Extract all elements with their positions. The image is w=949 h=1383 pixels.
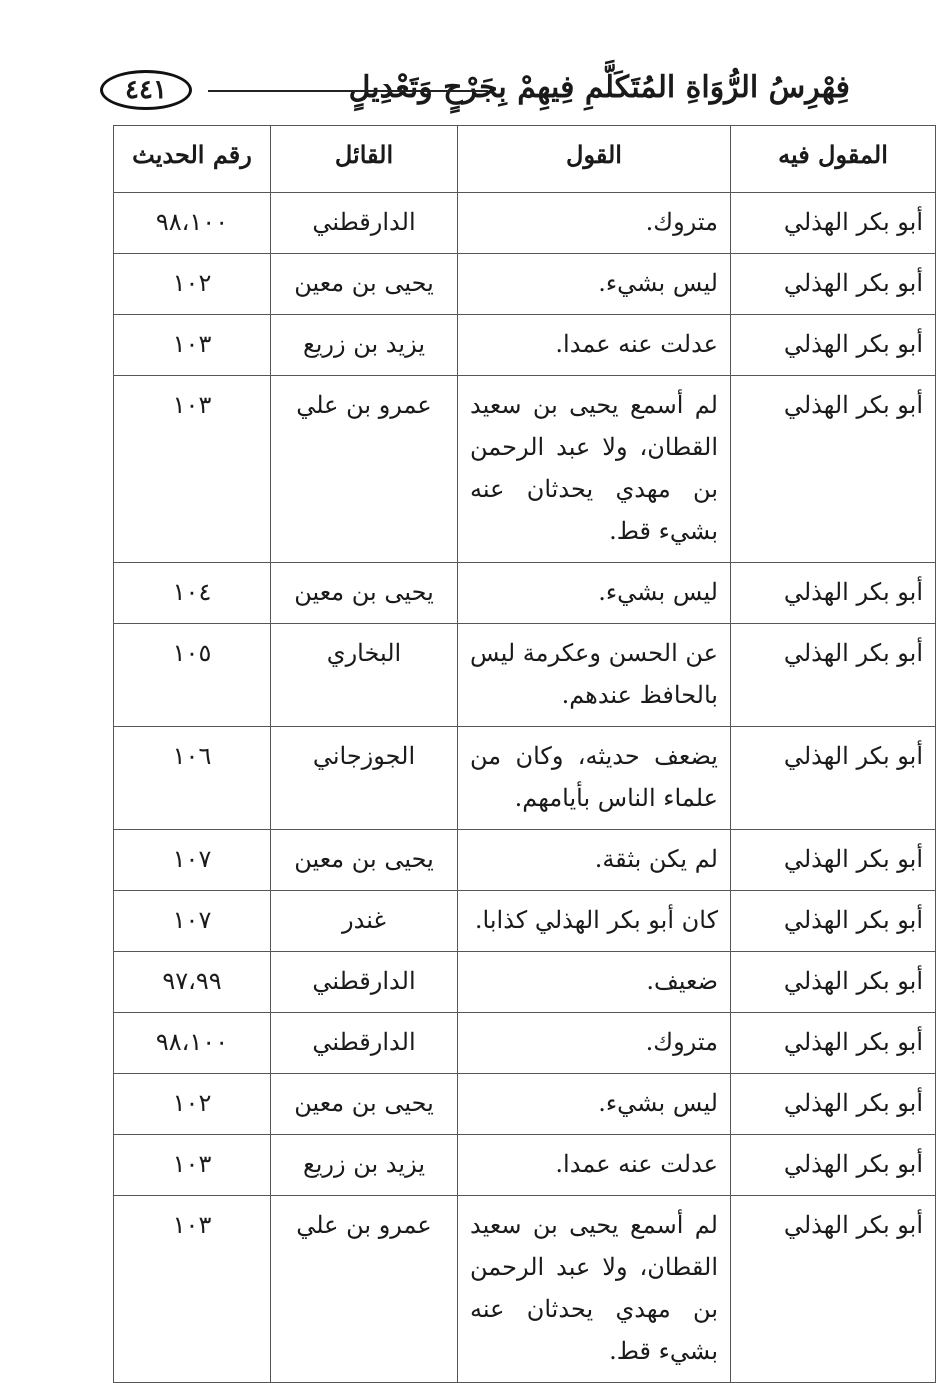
table-row bbox=[114, 563, 936, 624]
table-row bbox=[114, 1135, 936, 1196]
row-hadith-number: ١٠٣ bbox=[114, 376, 271, 563]
row-hadith-number: ١٠٧ bbox=[114, 830, 271, 891]
column-header-saying: القول bbox=[458, 126, 731, 193]
row-hadith-number: ١٠٢ bbox=[114, 254, 271, 315]
header-rule bbox=[208, 90, 488, 92]
row-saying: لم أسمع يحيى بن سعيد القطان، ولا عبد الرحمن بن مهدي يحدثان عنه بشيء قط. bbox=[458, 1196, 731, 1383]
row-saying: لم يكن بثقة. bbox=[458, 830, 731, 891]
row-sayer: يحيى بن معين bbox=[271, 254, 458, 315]
page-number: ٤٤١ bbox=[100, 70, 192, 110]
table-row bbox=[114, 1196, 936, 1383]
row-hadith-number: ١٠٤ bbox=[114, 563, 271, 624]
row-hadith-number: ١٠٣ bbox=[114, 315, 271, 376]
page-title: فِهْرِسُ الرُّوَاةِ المُتَكَلَّمِ فِيهِمْ بِجَرْحٍ وَتَعْدِيلٍ bbox=[348, 70, 850, 105]
table-row bbox=[114, 952, 936, 1013]
row-sayer: البخاري bbox=[271, 624, 458, 727]
row-hadith-number: ٩٧،٩٩ bbox=[114, 952, 271, 1013]
row-saying: ليس بشيء. bbox=[458, 254, 731, 315]
row-subject: أبو بكر الهذلي bbox=[731, 1013, 936, 1074]
row-saying: متروك. bbox=[458, 1013, 731, 1074]
row-subject: أبو بكر الهذلي bbox=[731, 1196, 936, 1383]
column-header-subject: المقول فيه bbox=[731, 126, 936, 193]
row-hadith-number: ١٠٣ bbox=[114, 1196, 271, 1383]
narrators-index-table bbox=[113, 125, 936, 1383]
row-saying: ليس بشيء. bbox=[458, 563, 731, 624]
row-sayer: يحيى بن معين bbox=[271, 1074, 458, 1135]
row-hadith-number: ١٠٣ bbox=[114, 1135, 271, 1196]
row-hadith-number: ٩٨،١٠٠ bbox=[114, 193, 271, 254]
table-row bbox=[114, 830, 936, 891]
column-header-hadith-number: رقم الحديث bbox=[114, 126, 271, 193]
row-subject: أبو بكر الهذلي bbox=[731, 1135, 936, 1196]
row-subject: أبو بكر الهذلي bbox=[731, 315, 936, 376]
table-row bbox=[114, 315, 936, 376]
row-saying: عدلت عنه عمدا. bbox=[458, 1135, 731, 1196]
row-subject: أبو بكر الهذلي bbox=[731, 624, 936, 727]
row-sayer: يحيى بن معين bbox=[271, 830, 458, 891]
row-hadith-number: ١٠٥ bbox=[114, 624, 271, 727]
row-sayer: عمرو بن علي bbox=[271, 376, 458, 563]
table-row bbox=[114, 1074, 936, 1135]
table-row bbox=[114, 891, 936, 952]
row-saying: يضعف حديثه، وكان من علماء الناس بأيامهم. bbox=[458, 727, 731, 830]
row-subject: أبو بكر الهذلي bbox=[731, 891, 936, 952]
row-subject: أبو بكر الهذلي bbox=[731, 952, 936, 1013]
row-sayer: غندر bbox=[271, 891, 458, 952]
table-row bbox=[114, 727, 936, 830]
table-row bbox=[114, 1013, 936, 1074]
row-hadith-number: ١٠٧ bbox=[114, 891, 271, 952]
row-sayer: يحيى بن معين bbox=[271, 563, 458, 624]
row-saying: عن الحسن وعكرمة ليس بالحافظ عندهم. bbox=[458, 624, 731, 727]
page-header bbox=[100, 60, 850, 120]
row-sayer: الدارقطني bbox=[271, 193, 458, 254]
table-row bbox=[114, 254, 936, 315]
row-sayer: يزيد بن زريع bbox=[271, 315, 458, 376]
column-header-sayer: القائل bbox=[271, 126, 458, 193]
row-subject: أبو بكر الهذلي bbox=[731, 830, 936, 891]
row-hadith-number: ١٠٢ bbox=[114, 1074, 271, 1135]
row-subject: أبو بكر الهذلي bbox=[731, 193, 936, 254]
table-row bbox=[114, 624, 936, 727]
row-saying: لم أسمع يحيى بن سعيد القطان، ولا عبد الرحمن بن مهدي يحدثان عنه بشيء قط. bbox=[458, 376, 731, 563]
table-row bbox=[114, 376, 936, 563]
row-saying: كان أبو بكر الهذلي كذابا. bbox=[458, 891, 731, 952]
row-sayer: عمرو بن علي bbox=[271, 1196, 458, 1383]
row-subject: أبو بكر الهذلي bbox=[731, 254, 936, 315]
row-sayer: يزيد بن زريع bbox=[271, 1135, 458, 1196]
row-saying: عدلت عنه عمدا. bbox=[458, 315, 731, 376]
row-sayer: الدارقطني bbox=[271, 952, 458, 1013]
table-header-row bbox=[114, 126, 936, 193]
row-saying: ليس بشيء. bbox=[458, 1074, 731, 1135]
row-sayer: الدارقطني bbox=[271, 1013, 458, 1074]
row-subject: أبو بكر الهذلي bbox=[731, 563, 936, 624]
row-saying: متروك. bbox=[458, 193, 731, 254]
row-hadith-number: ٩٨،١٠٠ bbox=[114, 1013, 271, 1074]
row-sayer: الجوزجاني bbox=[271, 727, 458, 830]
row-subject: أبو بكر الهذلي bbox=[731, 727, 936, 830]
row-subject: أبو بكر الهذلي bbox=[731, 376, 936, 563]
row-subject: أبو بكر الهذلي bbox=[731, 1074, 936, 1135]
row-hadith-number: ١٠٦ bbox=[114, 727, 271, 830]
row-saying: ضعيف. bbox=[458, 952, 731, 1013]
table-row bbox=[114, 193, 936, 254]
